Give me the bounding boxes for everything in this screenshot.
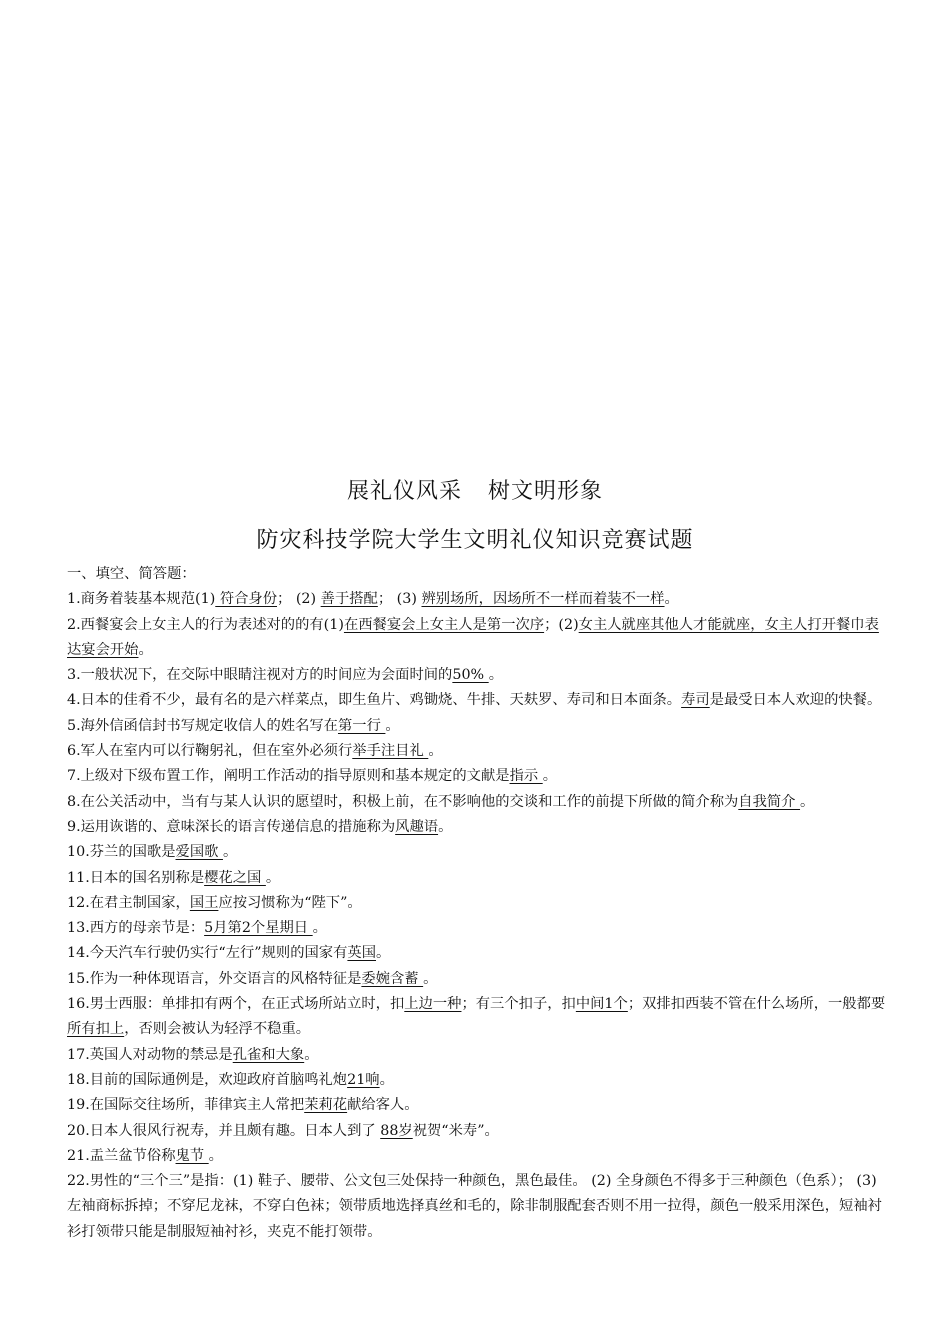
- question-text: 17.英国人对动物的禁忌是: [67, 1046, 233, 1063]
- title-part-2: 树文明形象: [488, 479, 604, 504]
- question-text: 。: [304, 1046, 319, 1063]
- question-text: 7.上级对下级布置工作，阐明工作活动的指导原则和基本规定的文献是: [67, 768, 510, 785]
- question-text: ；(2): [544, 616, 579, 633]
- question-text: 。: [312, 920, 327, 937]
- answer-text: 指示: [509, 768, 543, 785]
- question-text: 4.日本的佳肴不少，最有名的是六样菜点，即生鱼片、鸡锄烧、牛排、天麸罗、寿司和日本面条。: [67, 692, 682, 709]
- question-item: [67, 916, 890, 941]
- question-item: [67, 1144, 890, 1169]
- answer-text: 第一行: [337, 717, 386, 734]
- answer-text: 上边一种: [404, 996, 462, 1013]
- question-text: 2.西餐宴会上女主人的行为表述对的的有(1): [67, 616, 344, 633]
- question-text: 。: [265, 869, 281, 886]
- section-heading: 一、填空、简答题：: [67, 566, 196, 582]
- document-title: [0, 474, 950, 505]
- question-text: 。: [542, 768, 557, 785]
- answer-text: 茉莉花: [304, 1097, 348, 1114]
- question-item: [67, 1119, 890, 1144]
- answer-text: 委婉含蓄: [361, 970, 424, 987]
- answer-text: 女主人就座其他人才能就座，女主人打开餐巾表达宴会开始: [67, 616, 879, 658]
- document-subtitle: 防灾科技学院大学生文明礼仪知识竞赛试题: [256, 528, 694, 553]
- answer-text: 鬼节: [175, 1147, 209, 1164]
- question-item: [67, 840, 890, 865]
- question-text: 9.运用诙谐的、意味深长的语言传递信息的措施称为: [67, 818, 396, 835]
- question-text: 。: [208, 1147, 223, 1164]
- question-text: 。: [385, 717, 400, 734]
- answer-text: 5月第2个星期日: [204, 920, 313, 937]
- question-text: 12.在君主制国家，: [67, 894, 190, 911]
- question-text: 。: [222, 844, 238, 861]
- answer-text: 举手注目礼: [352, 743, 429, 760]
- question-text: 应按习惯称为“陛下”。: [218, 894, 362, 911]
- question-text: 。: [376, 945, 391, 962]
- title-part-1: 展礼仪风采: [346, 479, 462, 504]
- question-text: 15.作为一种体现语言，外交语言的风格特征是: [67, 970, 362, 987]
- answer-text: 国王: [189, 894, 219, 911]
- question-text: ；双排扣西装不管在什么场所，一般都要: [627, 996, 886, 1013]
- question-text: 。: [438, 818, 453, 835]
- answer-text: 樱花之国: [204, 869, 266, 886]
- answer-text: 孔雀和大象: [232, 1046, 305, 1063]
- answer-text: 善于搭配: [320, 591, 378, 608]
- question-text: 。: [428, 743, 443, 760]
- question-item: [67, 891, 890, 916]
- question-text: 。: [488, 667, 503, 684]
- question-text: 19.在国际交往场所，菲律宾主人常把: [67, 1097, 305, 1114]
- question-text: ；有三个扣子，扣: [461, 996, 576, 1013]
- question-text: 。: [664, 591, 679, 608]
- question-text: 11.日本的国名别称是: [67, 869, 205, 886]
- answer-text: 在西餐宴会上女主人是第一次序: [343, 616, 545, 633]
- question-text: 献给客人。: [347, 1097, 419, 1114]
- question-item: [67, 866, 890, 891]
- question-item: [67, 714, 890, 739]
- question-text: 。: [800, 793, 815, 810]
- question-text: 。: [379, 1071, 394, 1088]
- answer-text: 符合身份: [215, 591, 278, 608]
- question-text: 祝贺“米寿”。: [412, 1122, 499, 1139]
- question-text: 18.目前的国际通例是，欢迎政府首脑鸣礼炮: [67, 1071, 348, 1088]
- question-item: [67, 764, 890, 789]
- question-text: 8.在公关活动中，当有与某人认识的愿望时，积极上前，在不影响他的交谈和工作的前提下所做的简介称为: [67, 793, 739, 810]
- question-text: 6.军人在室内可以行鞠躬礼，但在室外必须行: [67, 743, 353, 760]
- answer-text: 爱国歌: [175, 844, 223, 861]
- question-text: 21.盂兰盆节俗称: [67, 1147, 176, 1164]
- question-item: [67, 613, 890, 664]
- question-text: 22.男性的“三个三”是指：(1) 鞋子、腰带、公文包三处保持一种颜色，黑色最佳。 (2) 全身颜色不得多于三种颜色（色系）； (3)左袖商标拆掉；不穿尼龙袜，不穿白色袜；领带质地选择真丝和毛的，除非制服配套否则不用一拉得，颜色一般采用深色，短袖衬衫打领带只能是制服短袖衬衫，夹克不能打领带。: [67, 1173, 882, 1240]
- question-text: 13.西方的母亲节是：: [67, 920, 205, 937]
- question-text: 16.男士西服：单排扣有两个，在正式场所站立时，扣: [67, 996, 405, 1013]
- question-item: [67, 587, 890, 612]
- question-item: [67, 815, 890, 840]
- question-item: [67, 1068, 890, 1093]
- question-body: [67, 562, 890, 1245]
- question-item: [67, 663, 890, 688]
- question-text: 20.日本人很风行祝寿，并且颇有趣。日本人到了: [67, 1122, 381, 1139]
- answer-text: 21响: [347, 1071, 380, 1088]
- answer-text: 风趣语: [395, 818, 439, 835]
- answer-text: 50%: [452, 667, 489, 684]
- answer-text: 自我简介: [738, 793, 801, 810]
- question-item: [67, 941, 890, 966]
- answer-text: 寿司: [681, 692, 710, 709]
- question-item: [67, 1169, 890, 1245]
- question-text: ； (3): [377, 591, 422, 608]
- question-text: 1.商务着装基本规范(1): [67, 591, 216, 608]
- question-text: 14.今天汽车行驶仍实行“左行”规则的国家有: [67, 945, 348, 962]
- answer-text: 所有扣上: [67, 1021, 125, 1038]
- question-text: 10.芬兰的国歌是: [67, 844, 176, 861]
- question-text: 是最受日本人欢迎的快餐。: [709, 692, 882, 709]
- question-item: [67, 688, 890, 713]
- question-text: 。: [138, 641, 153, 658]
- question-item: [67, 967, 890, 992]
- question-item: [67, 790, 890, 815]
- question-item: [67, 739, 890, 764]
- question-text: 。: [423, 970, 438, 987]
- question-text: ，否则会被认为轻浮不稳重。: [124, 1021, 311, 1038]
- question-text: ； (2): [277, 591, 321, 608]
- answer-text: 辨别场所，因场所不一样而着装不一样: [421, 591, 665, 608]
- answer-text: 英国: [347, 945, 376, 962]
- question-list: [67, 587, 890, 1245]
- question-text: 5.海外信函信封书写规定收信人的姓名写在: [67, 717, 338, 734]
- question-item: [67, 1043, 890, 1068]
- question-item: [67, 992, 890, 1043]
- question-item: [67, 1093, 890, 1118]
- answer-text: 中间1个: [575, 996, 628, 1013]
- question-text: 3.一般状况下，在交际中眼睛注视对方的时间应为会面时间的: [67, 667, 453, 684]
- answer-text: 88岁: [380, 1122, 413, 1139]
